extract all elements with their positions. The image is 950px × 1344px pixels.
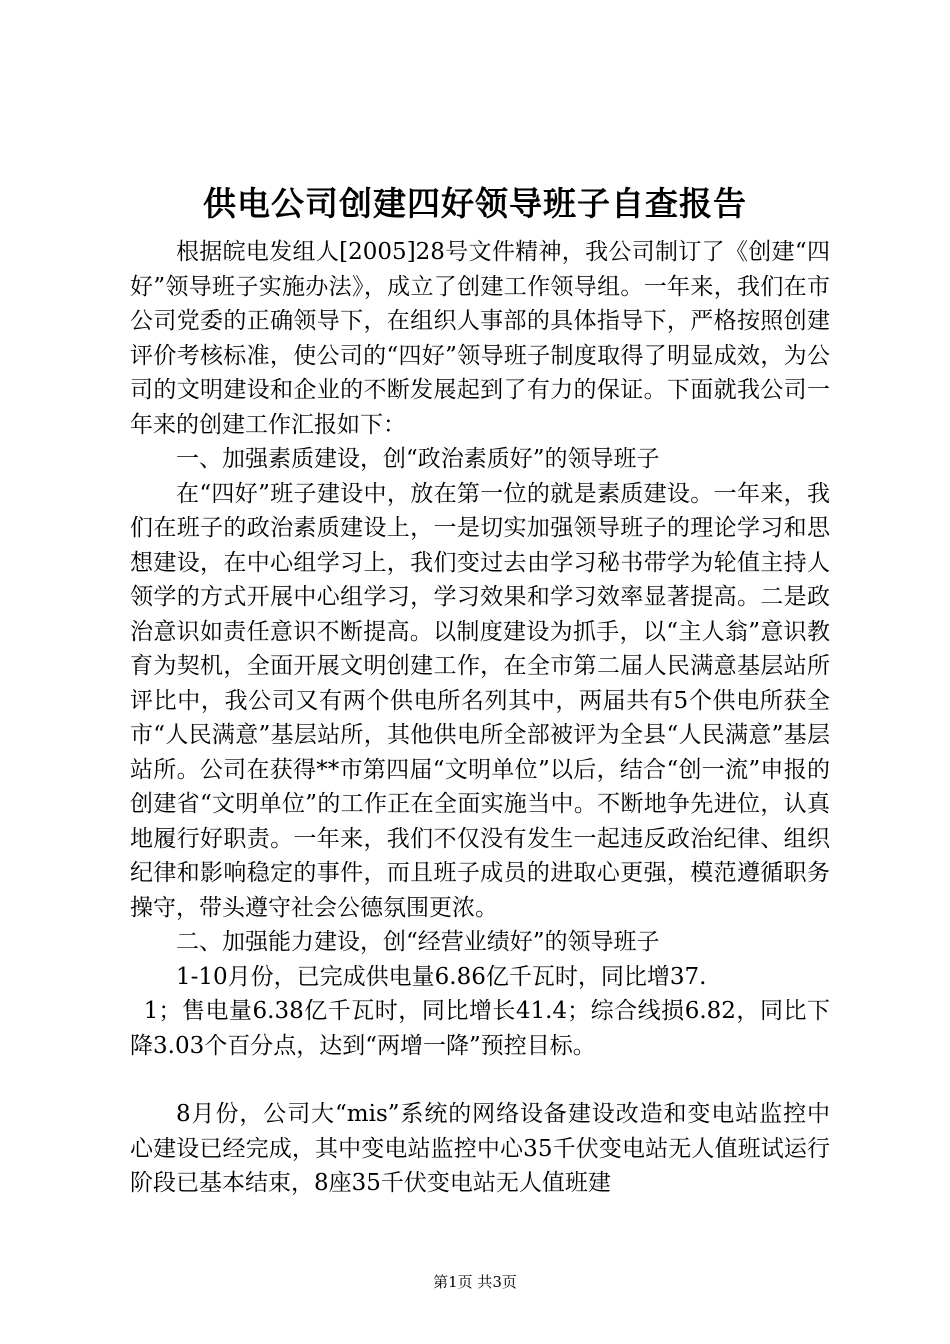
section-heading-1: 一、加强素质建设，创“政治素质好”的领导班子 (176, 446, 660, 472)
document-title: 供电公司创建四好领导班子自查报告 (203, 184, 747, 223)
paragraph-stats-line: 1-10月份，已完成供电量6.86亿千瓦时，同比增37. (176, 963, 707, 990)
document-body (130, 235, 830, 1201)
paragraph-mis-system: 8月份，公司大“mis”系统的网络设备建设改造和变电站监控中心建设已经完成，其中变电站监控中心35千伏变电站无人值班试运行阶段已基本结束，8座35千伏变电站无人值班建 (130, 1101, 830, 1196)
paragraph-intro: 根据皖电发组人[2005]28号文件精神，我公司制订了《创建“四好”领导班子实施办法》，成立了创建工作领导组。一年来，我们在市公司党委的正确领导下，在组织人事部的具体指导下，严格按照创建评价考核标准，使公司的“四好”领导班子制度取得了明显成效，为公司的文明建设和企业的不断发展起到了有力的保证。下面就我公司一年来的创建工作汇报如下： (130, 239, 830, 438)
paragraph-section-1: 在“四好”班子建设中，放在第一位的就是素质建设。一年来，我们在班子的政治素质建设上，一是切实加强领导班子的理论学习和思想建设，在中心组学习上，我们变过去由学习秘书带学为轮值主持人领学的方式开展中心组学习，学习效果和学习效率显著提高。二是政治意识如责任意识不断提高。以制度建设为抓手，以“主人翁”意识教育为契机，全面开展文明创建工作，在全市第二届人民满意基层站所评比中，我公司又有两个供电所名列其中，两届共有5个供电所获全市“人民满意”基层站所，其他供电所全部被评为全县“人民满意”基层站所。公司在获得**市第四届“文明单位”以后，结合“创一流”申报的创建省“文明单位”的工作正在全面实施当中。不断地争先进位，认真地履行好职责。一年来，我们不仅没有发生一起违反政治纪律、组织纪律和影响稳定的事件，而且班子成员的进取心更强，模范遵循职务操守，带头遵守社会公德氛围更浓。 (130, 480, 830, 921)
paragraph-stats-continued: 1；售电量6.38亿千瓦时，同比增长41.4；综合线损6.82，同比下降3.03个百分点，达到“两增一降”预控目标。 (130, 998, 830, 1059)
section-heading-2: 二、加强能力建设，创“经营业绩好”的领导班子 (176, 929, 660, 955)
page-indicator: 第1页 共3页 (433, 1273, 517, 1291)
